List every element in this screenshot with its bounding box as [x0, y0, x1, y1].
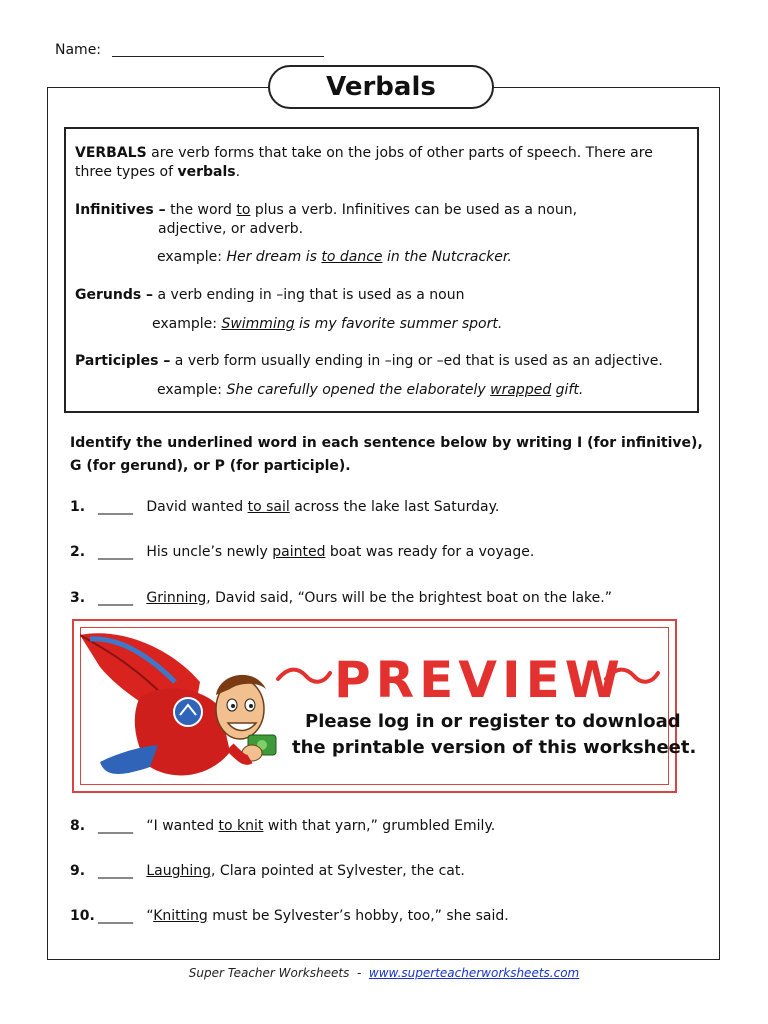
- answer-blank-2[interactable]: _____: [98, 544, 133, 560]
- tilde-left-icon: [274, 665, 334, 687]
- answer-blank-1[interactable]: _____: [98, 499, 133, 515]
- page-title: Verbals: [268, 65, 494, 109]
- answer-blank-8[interactable]: _____: [98, 818, 133, 834]
- answer-blank-9[interactable]: _____: [98, 863, 133, 879]
- tilde-right-icon: [602, 665, 662, 687]
- name-label: Name:: [55, 42, 102, 58]
- preview-heading: PREVIEW: [334, 651, 625, 709]
- participles-definition: Participles – a verb form usually ending in –ing or –ed that is used as an adjective.: [75, 353, 663, 369]
- intro-line-1: VERBALS are verb forms that take on the jobs of other parts of speech. There are: [75, 145, 653, 161]
- infinitives-definition-line-2: adjective, or adverb.: [158, 221, 304, 237]
- gerunds-example: example: Swimming is my favorite summer sport.: [152, 316, 503, 332]
- infinitives-definition: Infinitives – the word to plus a verb. Infinitives can be used as a noun,: [75, 202, 578, 218]
- intro-line-2: three types of verbals.: [75, 164, 241, 180]
- question-1: 1. _____ David wanted to sail across the lake last Saturday.: [70, 499, 500, 515]
- preview-message-line-1: Please log in or register to download: [305, 711, 681, 732]
- question-3: 3. _____ Grinning, David said, “Ours will be the brightest boat on the lake.”: [70, 590, 612, 606]
- name-field-line[interactable]: [112, 56, 324, 57]
- question-9: 9. _____ Laughing, Clara pointed at Sylvester, the cat.: [70, 863, 465, 879]
- preview-message-line-2: the printable version of this worksheet.: [292, 737, 697, 758]
- footer: Super Teacher Worksheets - www.superteacherworksheets.com: [188, 966, 580, 980]
- instructions-line-1: Identify the underlined word in each sentence below by writing I (for infinitive),: [70, 435, 703, 451]
- instructions-line-2: G (for gerund), or P (for participle).: [70, 458, 351, 474]
- footer-website-link[interactable]: www.superteacherworksheets.com: [368, 966, 580, 980]
- footer-brand: Super Teacher Worksheets: [188, 966, 350, 980]
- question-2: 2. _____ His uncle’s newly painted boat was ready for a voyage.: [70, 544, 535, 560]
- superhero-mascot-icon: [80, 627, 295, 787]
- answer-blank-10[interactable]: _____: [98, 908, 133, 924]
- gerunds-definition: Gerunds – a verb ending in –ing that is used as a noun: [75, 287, 465, 303]
- question-10: 10. _____ “Knitting must be Sylvester’s hobby, too,” she said.: [70, 908, 509, 924]
- question-8: 8. _____ “I wanted to knit with that yarn,” grumbled Emily.: [70, 818, 496, 834]
- answer-blank-3[interactable]: _____: [98, 590, 133, 606]
- preview-banner[interactable]: [72, 619, 697, 793]
- participles-example: example: She carefully opened the elaborately wrapped gift.: [157, 382, 584, 398]
- infinitives-example: example: Her dream is to dance in the Nutcracker.: [157, 249, 512, 265]
